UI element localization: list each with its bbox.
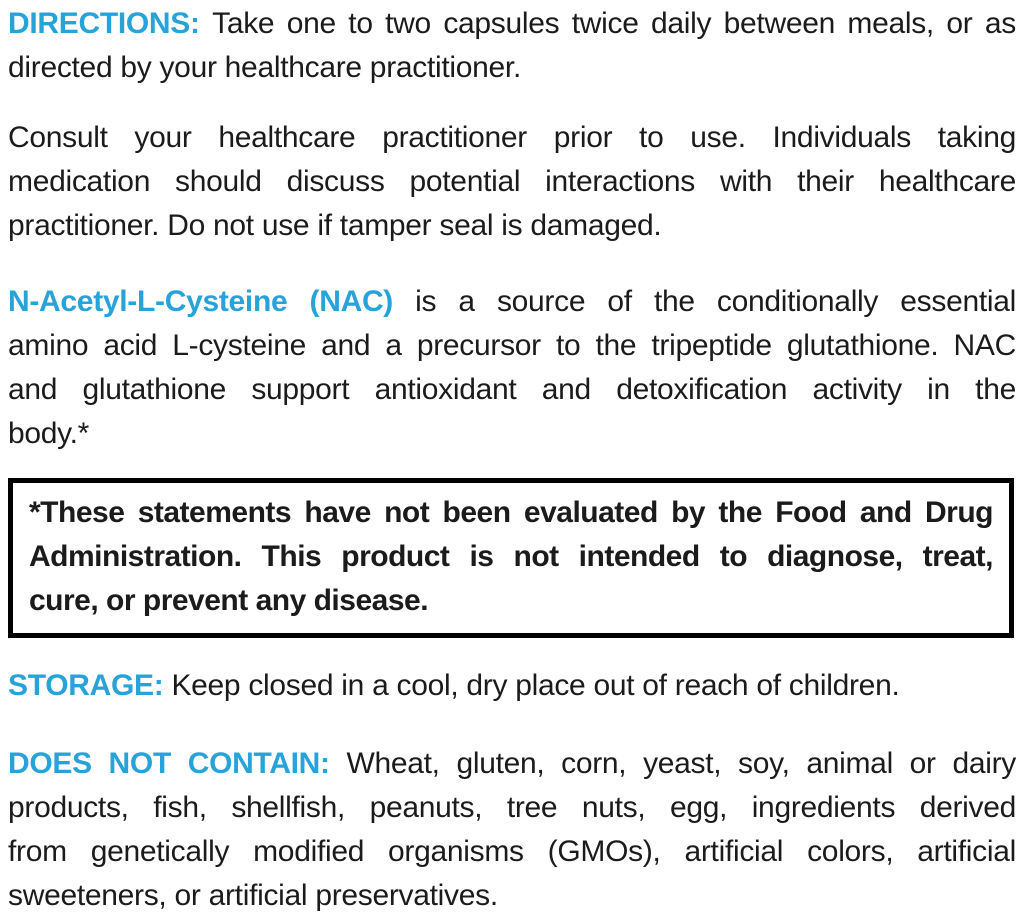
text-line [8, 368, 1016, 412]
body-text: Administration. This product is not intended to diagnose, treat, [29, 540, 993, 573]
text-line [8, 664, 1016, 708]
body-text: practitioner. Do not use if tamper seal is damaged. [8, 209, 662, 242]
body-text: body.* [8, 417, 90, 450]
body-text: Consult your healthcare practitioner prior to use. Individuals taking [8, 121, 1016, 154]
consult-practitioner-paragraph [8, 116, 1016, 248]
text-line [8, 742, 1016, 786]
text-line [8, 786, 1016, 830]
body-text: directed by your healthcare practitioner. [8, 51, 521, 84]
body-text: from genetically modified organisms (GMOs), artificial colors, artificial [8, 835, 1016, 868]
body-text: cure, or prevent any disease. [29, 584, 429, 617]
does-not-contain-paragraph [8, 742, 1016, 918]
text-line [8, 830, 1016, 874]
body-text: Take one to two capsules twice daily between meals, or as [212, 7, 1016, 40]
text-line [8, 280, 1016, 324]
section-heading: N-Acetyl-L-Cysteine (NAC) [8, 285, 416, 318]
text-line [8, 412, 1016, 456]
body-text: Keep closed in a cool, dry place out of reach of children. [171, 669, 900, 702]
directions-paragraph [8, 2, 1016, 90]
section-heading: STORAGE: [8, 669, 172, 702]
body-text: sweeteners, or artificial preservatives. [8, 879, 498, 912]
body-text: amino acid L-cysteine and a precursor to the tripeptide glutathione. NAC [8, 329, 1016, 362]
body-text: medication should discuss potential interactions with their healthcare [8, 165, 1016, 198]
body-text: Wheat, gluten, corn, yeast, soy, animal or dairy [346, 747, 1016, 780]
text-line [8, 160, 1016, 204]
body-text: products, fish, shellfish, peanuts, tree nuts, egg, ingredients derived [8, 791, 1016, 824]
text-line [8, 874, 1016, 918]
nac-description-paragraph [8, 280, 1016, 456]
text-line [8, 116, 1016, 160]
fda-disclaimer-box [8, 478, 1014, 638]
text-line [29, 491, 993, 535]
body-text: and glutathione support antioxidant and detoxification activity in the [8, 373, 1016, 406]
body-text: is a source of the conditionally essential [415, 285, 1016, 318]
text-line [8, 204, 1016, 248]
storage-paragraph [8, 664, 1016, 708]
text-line [8, 46, 1016, 90]
text-line [8, 2, 1016, 46]
text-line [29, 579, 993, 623]
text-line [29, 535, 993, 579]
text-line [8, 324, 1016, 368]
section-heading: DIRECTIONS: [8, 7, 213, 40]
section-heading: DOES NOT CONTAIN: [8, 747, 347, 780]
body-text: *These statements have not been evaluated by the Food and Drug [29, 496, 993, 529]
